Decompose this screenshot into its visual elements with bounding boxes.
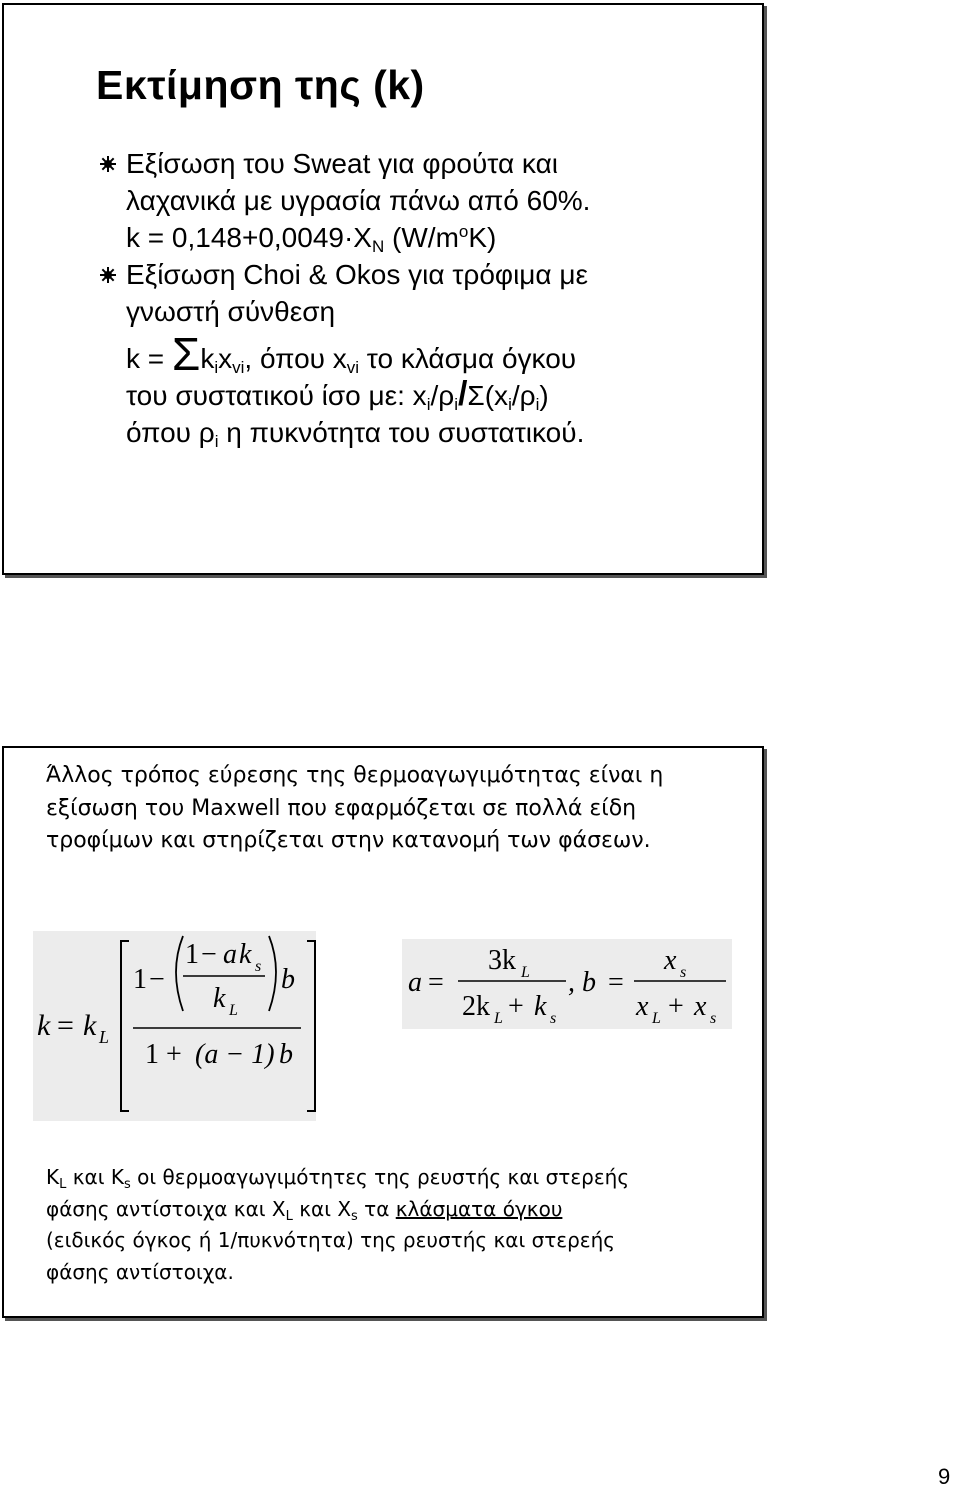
note-line-4: φάσης αντίστοιχα. <box>46 1259 234 1284</box>
svg-text:s: s <box>550 1010 557 1027</box>
svg-text:=: = <box>608 967 624 998</box>
svg-text:−: − <box>149 964 165 995</box>
svg-text:L: L <box>229 1002 238 1019</box>
sum-formula: $k = \Sigma k_ix_{vi}$, όπου $x_{vi}$ το κλάσμα όγκου <box>126 328 577 380</box>
eq-kL: k <box>83 1009 97 1042</box>
flower-bullet-icon <box>100 267 116 283</box>
svg-text:1 +: 1 + <box>145 1039 182 1070</box>
svg-text:a: a <box>408 967 422 998</box>
slide-title: Εκτίμηση της (k) <box>96 62 425 108</box>
svg-text:L: L <box>652 1010 661 1027</box>
svg-text:x: x <box>694 991 707 1022</box>
sweat-line-1: Εξίσωση του Sweat για φρούτα και <box>126 148 558 179</box>
maxwell-intro-paragraph: Άλλος τρόπος εύρεσης της θερμοαγωγιμότητας είναι η εξίσωση του Maxwell που εφαρμόζεται σε πολλά είδη τροφίμων και στηρίζεται στην κατανομή των φάσεων. <box>46 763 664 853</box>
svg-text:s: s <box>680 964 687 981</box>
svg-text:L: L <box>521 964 530 981</box>
svg-text:L: L <box>494 1010 503 1027</box>
sweat-formula: $k = 0,148+0,0049\cdot X_N$ $(W/m^oK)$ <box>126 222 497 256</box>
svg-text:−: − <box>201 939 217 970</box>
eq-equals: = <box>57 1009 74 1042</box>
bullet-sweat <box>100 145 720 182</box>
svg-text:2k: 2k <box>462 991 490 1022</box>
sweat-line-2: λαχανικά με υγρασία πάνω από 60%. <box>126 185 591 216</box>
density-line: όπου $\rho_i$ η πυκνότητα του συστατικού. <box>126 417 585 451</box>
svg-text:L: L <box>99 1027 110 1047</box>
svg-text:+: + <box>508 991 524 1022</box>
svg-text:x: x <box>664 945 677 976</box>
conductivity-note <box>46 1162 736 1288</box>
page-number: 9 <box>938 1464 951 1489</box>
svg-text:1: 1 <box>133 964 147 995</box>
svg-text:k: k <box>239 939 252 970</box>
slide-1-body <box>100 145 720 451</box>
choi-line-1: Εξίσωση Choi & Okos για τρόφιμα με <box>126 259 588 290</box>
volume-fraction-underlined: κλάσματα όγκου <box>395 1196 563 1221</box>
choi-line-2: γνωστή σύνθεση <box>126 296 336 327</box>
note-line-2: φάσης αντίστοιχα και $X_L$ και $X_s$ τα κλάσματα όγκου <box>46 1196 563 1224</box>
svg-text:1: 1 <box>185 939 199 970</box>
svg-text:k: k <box>534 991 547 1022</box>
svg-text:a: a <box>223 939 237 970</box>
svg-text:(a − 1): (a − 1) <box>195 1039 275 1070</box>
note-line-1: $K_L$ και $K_s$ οι θερμοαγωγιμότητες της ρευστής και στερεής <box>46 1165 630 1192</box>
maxwell-equation-image <box>33 931 316 1121</box>
svg-text:=: = <box>428 967 444 998</box>
svg-text:b: b <box>279 1039 293 1070</box>
svg-text:k: k <box>213 983 226 1014</box>
svg-text:, b: , b <box>568 967 596 998</box>
flower-bullet-icon <box>100 156 116 172</box>
svg-text:x: x <box>636 991 649 1022</box>
svg-text:b: b <box>281 964 295 995</box>
svg-text:+: + <box>668 991 684 1022</box>
svg-text:s: s <box>710 1010 717 1027</box>
eq-k: k <box>37 1009 51 1042</box>
svg-text:s: s <box>255 958 262 975</box>
bullet-choi <box>100 256 720 293</box>
note-line-3: (ειδικός όγκος ή 1/πυκνότητα) της ρευστής και στερεής <box>46 1228 616 1252</box>
a-b-definition-image <box>402 939 732 1029</box>
svg-text:3k: 3k <box>488 945 516 976</box>
volume-fraction-line: του συστατικού ίσο με: $x_i/\rho_i/\Sigma(x_i/\rho_i)$ <box>126 375 549 414</box>
